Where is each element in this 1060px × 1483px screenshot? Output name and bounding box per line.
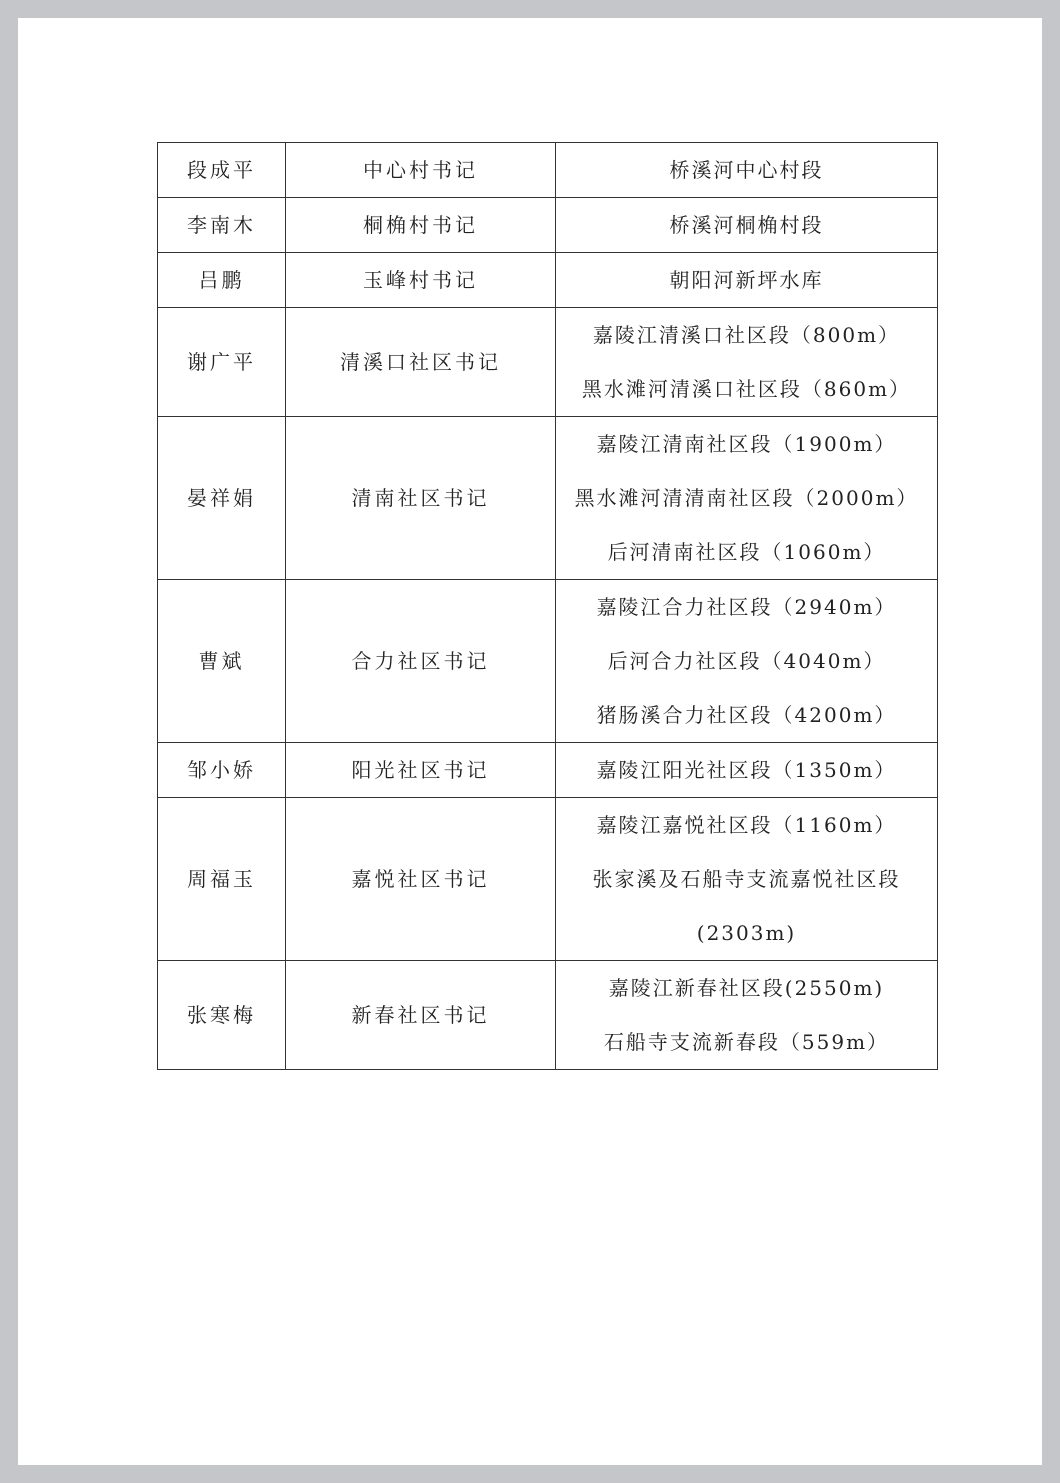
- table-row: [158, 143, 938, 198]
- section-cell: [556, 417, 938, 580]
- section-text: 黑水滩河清清南社区段（2000m）: [574, 486, 919, 510]
- name-cell: [158, 961, 286, 1070]
- section-text: 后河合力社区段（4040m）: [607, 649, 886, 673]
- section-text: 猪肠溪合力社区段（4200m）: [596, 703, 897, 727]
- role-text: 合力社区书记: [351, 649, 490, 673]
- name-cell: [158, 798, 286, 961]
- name-text: 邹小娇: [187, 758, 256, 782]
- section-cell: [556, 253, 938, 308]
- name-text: 吕鹏: [198, 268, 245, 292]
- table-row: [158, 580, 938, 743]
- table-row: [158, 798, 938, 961]
- role-text: 新春社区书记: [351, 1003, 490, 1027]
- section-cell: [556, 308, 938, 417]
- name-cell: [158, 198, 286, 253]
- table-row: [158, 253, 938, 308]
- name-cell: [158, 308, 286, 417]
- section-text: (2303m): [696, 921, 797, 945]
- role-text: 嘉悦社区书记: [351, 867, 490, 891]
- table-row: [158, 417, 938, 580]
- name-cell: [158, 580, 286, 743]
- table-row: [158, 743, 938, 798]
- section-text: 嘉陵江嘉悦社区段（1160m）: [596, 813, 897, 837]
- role-cell: [286, 961, 556, 1070]
- role-cell: [286, 798, 556, 961]
- section-cell: [556, 143, 938, 198]
- name-cell: [158, 743, 286, 798]
- role-cell: [286, 308, 556, 417]
- role-text: 玉峰村书记: [363, 268, 478, 292]
- name-text: 张寒梅: [187, 1003, 256, 1027]
- name-text: 谢广平: [187, 350, 256, 374]
- section-cell: [556, 198, 938, 253]
- section-text: 张家溪及石船寺支流嘉悦社区段: [592, 867, 901, 891]
- section-text: 石船寺支流新春段（559m）: [603, 1030, 890, 1054]
- role-cell: [286, 143, 556, 198]
- table-row: [158, 198, 938, 253]
- section-text: 嘉陵江合力社区段（2940m）: [596, 595, 897, 619]
- section-text: 嘉陵江新春社区段(2550m): [608, 976, 885, 1000]
- role-cell: [286, 253, 556, 308]
- section-cell: [556, 961, 938, 1070]
- name-cell: [158, 253, 286, 308]
- role-text: 清南社区书记: [351, 486, 490, 510]
- section-cell: [556, 743, 938, 798]
- table-row: [158, 308, 938, 417]
- document-page: [18, 18, 1042, 1465]
- section-cell: [556, 798, 938, 961]
- name-text: 曹斌: [198, 649, 245, 673]
- name-text: 段成平: [187, 158, 256, 182]
- name-text: 晏祥娟: [187, 486, 256, 510]
- river-chief-table: [157, 142, 938, 1070]
- section-text: 嘉陵江清溪口社区段（800m）: [592, 323, 901, 347]
- role-text: 桐桷村书记: [363, 213, 478, 237]
- section-text: 嘉陵江阳光社区段（1350m）: [596, 758, 897, 782]
- role-text: 阳光社区书记: [351, 758, 490, 782]
- role-cell: [286, 198, 556, 253]
- section-text: 嘉陵江清南社区段（1900m）: [596, 432, 897, 456]
- section-cell: [556, 580, 938, 743]
- name-text: 李南木: [187, 213, 256, 237]
- section-text: 黑水滩河清溪口社区段（860m）: [581, 377, 912, 401]
- role-text: 中心村书记: [363, 158, 478, 182]
- name-cell: [158, 143, 286, 198]
- section-text: 桥溪河中心村段: [669, 158, 824, 182]
- section-text: 朝阳河新坪水库: [669, 268, 824, 292]
- role-cell: [286, 580, 556, 743]
- section-text: 桥溪河桐桷村段: [669, 213, 824, 237]
- table-row: [158, 961, 938, 1070]
- name-cell: [158, 417, 286, 580]
- name-text: 周福玉: [187, 867, 256, 891]
- role-text: 清溪口社区书记: [340, 350, 501, 374]
- role-cell: [286, 417, 556, 580]
- section-text: 后河清南社区段（1060m）: [607, 540, 886, 564]
- role-cell: [286, 743, 556, 798]
